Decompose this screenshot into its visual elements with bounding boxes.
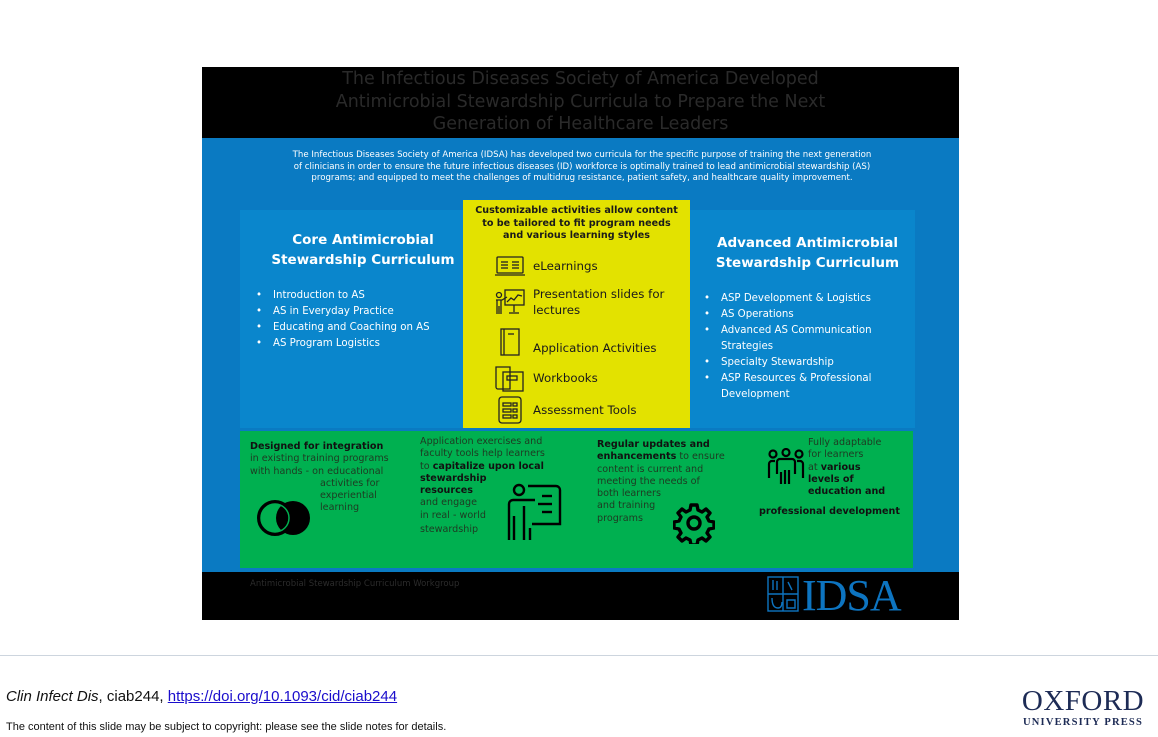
- activity-label: [533, 286, 664, 318]
- list-item: [702, 355, 912, 371]
- journal-name: Clin Infect Dis: [6, 688, 99, 705]
- activity-application-activities: [493, 326, 656, 358]
- text-line: experiential: [320, 490, 377, 502]
- idsa-logo-text: IDSA: [802, 571, 901, 620]
- features-band: [240, 431, 913, 568]
- text-line: in existing training programs: [250, 453, 389, 465]
- advanced-curriculum-panel: [690, 210, 915, 428]
- notebook-icon: [493, 327, 527, 357]
- text-line: in real - world: [420, 509, 486, 521]
- title-line: to be tailored to fit program needs: [482, 217, 671, 229]
- bold-text: stewardship: [420, 472, 487, 484]
- list-item: • Introduction to AS: [254, 288, 459, 304]
- title-line: The Infectious Diseases Society of America Developed: [342, 69, 819, 89]
- activity-workbooks: [493, 363, 598, 393]
- text-line: both learners: [597, 488, 661, 500]
- bold-text: enhancements: [597, 451, 677, 463]
- copyright-notice: The content of this slide may be subject to copyright: please see the slide notes for details.: [6, 721, 447, 733]
- list-item: [702, 307, 912, 323]
- slide-title: [202, 68, 959, 136]
- intro-line: programs; and equipped to meet the challenges of multidrug resistance, patient safety, and healthcare quality improvement.: [311, 173, 853, 183]
- bold-text: professional development: [759, 506, 900, 517]
- gear-icon: [673, 502, 715, 549]
- activities-title: [463, 205, 690, 243]
- text-line: Fully adaptable: [808, 437, 882, 448]
- feature-updates-text: [597, 439, 747, 525]
- title-line: Core Antimicrobial: [292, 232, 434, 248]
- text-line: stewardship: [420, 524, 479, 536]
- books-icon: [493, 363, 527, 393]
- teacher-board-icon: [506, 482, 564, 547]
- feature-capitalize-text: [420, 436, 590, 536]
- core-curriculum-panel: [240, 210, 463, 428]
- intro-line: The Infectious Diseases Society of America (IDSA) has developed two curricula for the specific purpose of training the next generation: [292, 150, 872, 160]
- presenter-icon: [493, 287, 527, 317]
- core-curriculum-list: [254, 288, 459, 352]
- title-line: Advanced Antimicrobial: [717, 235, 898, 251]
- slide-footer: [202, 572, 959, 620]
- text-span: to: [420, 460, 433, 472]
- title-line: Generation of Healthcare Leaders: [432, 114, 729, 134]
- feature-adaptable-last-line: [759, 506, 929, 518]
- item-text: • Advanced AS Communication: [721, 325, 872, 336]
- item-text: Strategies: [721, 341, 774, 352]
- list-item: • AS Program Logistics: [254, 336, 459, 352]
- text-span: at: [808, 461, 821, 473]
- activity-label: Assessment Tools: [533, 403, 637, 417]
- title-line: Stewardship Curriculum: [715, 255, 900, 271]
- text-line: for learners: [808, 449, 864, 461]
- laptop-icon: [493, 251, 527, 281]
- bold-text: Regular updates and: [597, 439, 710, 450]
- text-line: with hands - on educational: [250, 465, 384, 477]
- bold-text: various: [820, 461, 861, 473]
- citation: [6, 688, 397, 705]
- bold-text: resources: [420, 485, 474, 497]
- people-group-icon: [766, 448, 806, 495]
- activities-panel: [463, 200, 690, 428]
- activity-label: Application Activities: [533, 341, 657, 355]
- list-item: [702, 291, 912, 307]
- label-line: Presentation slides for: [533, 287, 665, 301]
- venn-circles-icon: [256, 498, 314, 543]
- activity-label: eLearnings: [533, 259, 598, 273]
- text-span: to ensure: [676, 451, 725, 463]
- publisher-subtitle: UNIVERSITY PRESS: [1022, 717, 1144, 728]
- list-item: [702, 371, 912, 403]
- publisher-name: OXFORD: [1021, 685, 1145, 717]
- activity-label: Workbooks: [533, 371, 598, 385]
- title-line: Customizable activities allow content: [475, 205, 678, 216]
- item-text: Development: [721, 389, 790, 400]
- workgroup-credit: Antimicrobial Stewardship Curriculum Workgroup: [250, 579, 460, 589]
- list-item: • Educating and Coaching on AS: [254, 320, 459, 336]
- text-line: learning: [320, 502, 360, 514]
- intro-line: of clinicians in order to ensure the future infectious diseases (ID) workforce is optimally trained to lead antimicrobial stewardship (AS): [293, 161, 871, 172]
- text-line: activities for: [320, 477, 380, 489]
- text-line: content is current and: [597, 463, 704, 475]
- idsa-emblem-icon: [767, 576, 799, 617]
- text-line: and engage: [420, 497, 478, 509]
- article-id: , ciab244,: [98, 688, 168, 705]
- bold-text: capitalize upon local: [432, 460, 544, 472]
- title-line: Stewardship Curriculum: [271, 252, 455, 268]
- text-line: and training: [597, 500, 656, 512]
- item-text: Specialty Stewardship: [721, 357, 834, 368]
- bold-text: Designed for integration: [250, 441, 384, 452]
- core-curriculum-title: [240, 230, 486, 270]
- figure-slide: [202, 67, 959, 620]
- divider: [0, 655, 1158, 656]
- idsa-logo: [767, 571, 901, 620]
- bold-text: levels of: [808, 473, 854, 485]
- title-line: and various learning styles: [503, 230, 650, 241]
- list-item: • AS in Everyday Practice: [254, 304, 459, 320]
- text-line: Application exercises and: [420, 436, 543, 447]
- checklist-icon: [493, 395, 527, 425]
- activity-elearnings: [493, 251, 598, 281]
- text-line: programs: [597, 512, 643, 524]
- intro-paragraph: [262, 150, 902, 185]
- activity-presentation-slides: [493, 284, 664, 320]
- feature-adaptable-text: [808, 437, 918, 498]
- item-text: AS Operations: [721, 309, 794, 320]
- doi-link[interactable]: https://doi.org/10.1093/cid/ciab244: [167, 688, 398, 705]
- activity-assessment-tools: [493, 395, 637, 425]
- item-text: ASP Development & Logistics: [721, 293, 871, 304]
- text-line: meeting the needs of: [597, 475, 700, 487]
- title-line: Antimicrobial Stewardship Curricula to Prepare the Next: [335, 91, 826, 112]
- label-line: lectures: [533, 303, 581, 317]
- slide-header: [202, 67, 959, 138]
- bold-text: education and: [808, 486, 886, 498]
- oxford-logo: [1010, 686, 1156, 730]
- advanced-curriculum-list: [702, 291, 912, 403]
- text-line: faculty tools help learners: [420, 448, 545, 460]
- advanced-curriculum-title: [690, 233, 925, 273]
- list-item: [702, 323, 912, 355]
- item-text: • ASP Resources & Professional: [721, 373, 872, 384]
